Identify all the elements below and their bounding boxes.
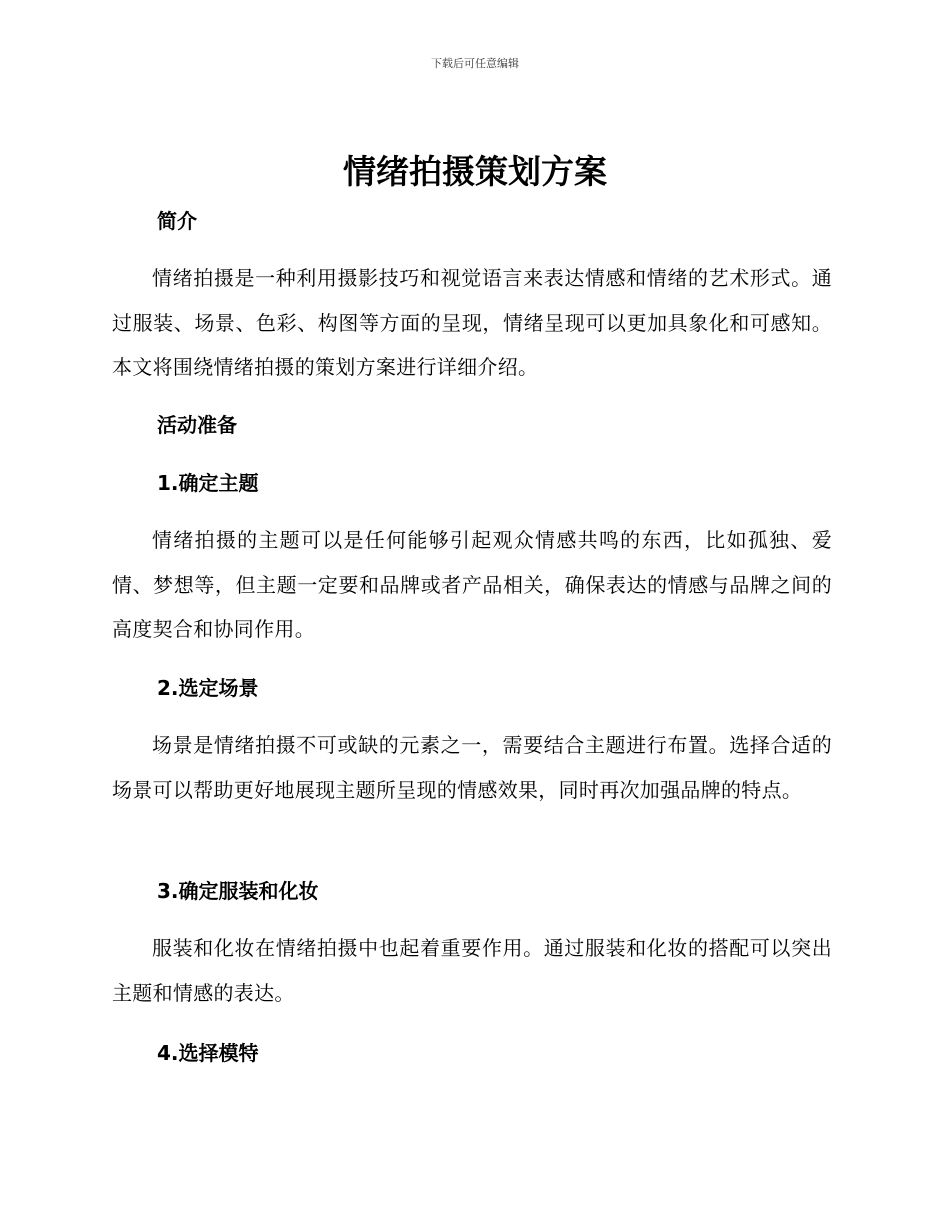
header-note: 下载后可任意编辑: [431, 57, 519, 70]
intro-heading: 简介: [157, 209, 197, 233]
item1-paragraph: 情绪拍摄的主题可以是任何能够引起观众情感共鸣的东西，比如孤独、爱情、梦想等，但主题一定要和品牌或者产品相关，确保表达的情感与品牌之间的高度契合和协同作用。: [112, 528, 832, 641]
intro-paragraph: 情绪拍摄是一种利用摄影技巧和视觉语言来表达情感和情绪的艺术形式。通过服装、场景、色彩、构图等方面的呈现，情绪呈现可以更加具象化和可感知。本文将围绕情绪拍摄的策划方案进行详细介绍。: [112, 266, 832, 379]
item1-heading: 1.确定主题: [157, 471, 259, 495]
item4-heading: 4.选择模特: [157, 1041, 259, 1065]
preparation-heading: 活动准备: [157, 413, 237, 437]
item2-heading: 2.选定场景: [157, 676, 259, 700]
item3-heading: 3.确定服装和化妆: [157, 879, 319, 903]
document-title: 情绪拍摄策划方案: [343, 152, 607, 191]
item3-paragraph: 服装和化妆在情绪拍摄中也起着重要作用。通过服装和化妆的搭配可以突出主题和情感的表达。: [112, 936, 832, 1005]
item2-paragraph: 场景是情绪拍摄不可或缺的元素之一，需要结合主题进行布置。选择合适的场景可以帮助更好地展现主题所呈现的情感效果，同时再次加强品牌的特点。: [112, 733, 832, 802]
